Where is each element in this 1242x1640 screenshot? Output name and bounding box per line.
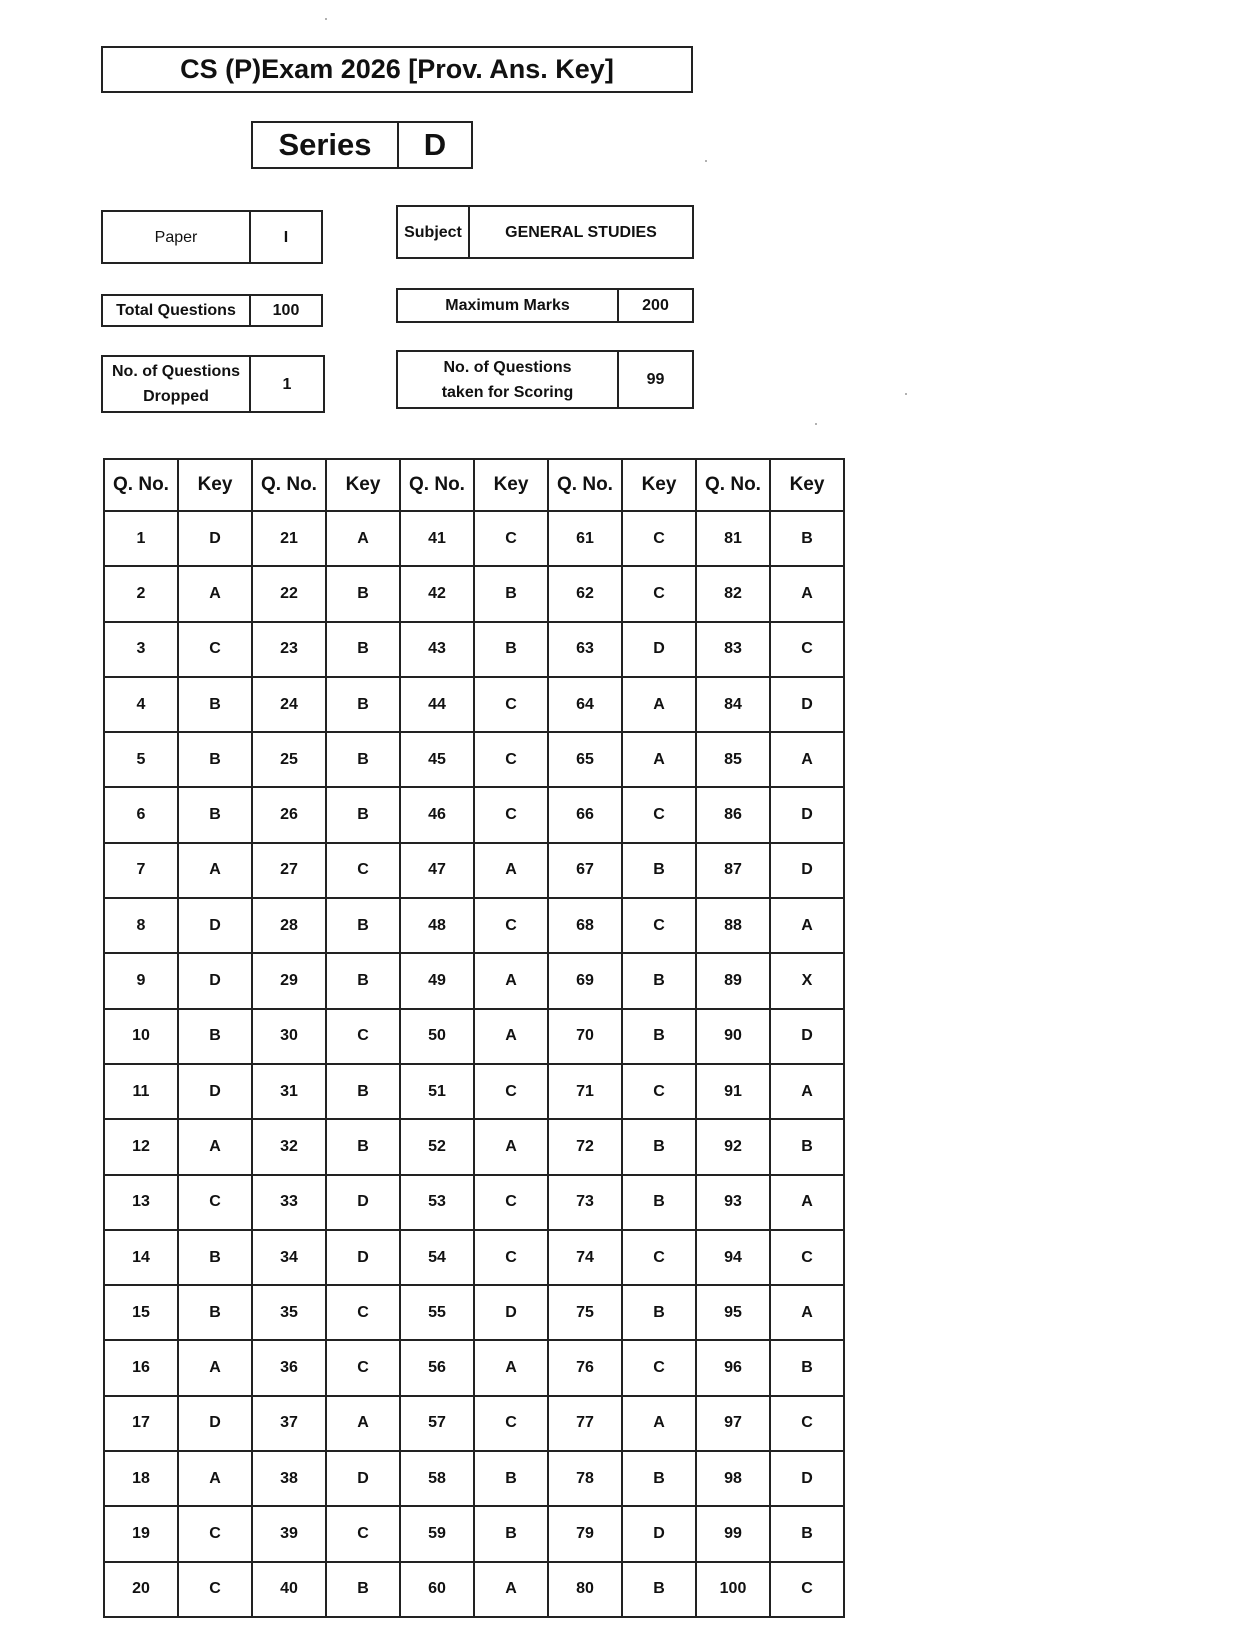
answer-key-cell: B <box>622 843 696 898</box>
question-number-cell: 72 <box>548 1119 622 1174</box>
question-number-cell: 22 <box>252 566 326 621</box>
answer-key-cell: B <box>178 732 252 787</box>
question-number-cell: 80 <box>548 1562 622 1617</box>
answer-key-cell: B <box>326 677 400 732</box>
question-number-cell: 38 <box>252 1451 326 1506</box>
question-number-cell: 81 <box>696 511 770 566</box>
answer-key-cell: D <box>178 511 252 566</box>
answer-key-cell: B <box>326 1119 400 1174</box>
question-number-cell: 42 <box>400 566 474 621</box>
answer-key-cell: B <box>474 566 548 621</box>
paper-value: I <box>283 228 289 246</box>
question-number-cell: 54 <box>400 1230 474 1285</box>
answer-key-cell: D <box>770 843 844 898</box>
answer-key-cell: C <box>474 732 548 787</box>
question-number-cell: 79 <box>548 1506 622 1561</box>
total-questions-value: 100 <box>272 302 300 319</box>
answer-key-cell: D <box>326 1175 400 1230</box>
questions-dropped-label-line1: No. of Questions <box>112 363 240 380</box>
answer-key-cell: C <box>622 1230 696 1285</box>
scan-speck <box>905 393 907 395</box>
table-row <box>104 1230 844 1285</box>
question-number-cell: 8 <box>104 898 178 953</box>
question-number-cell: 10 <box>104 1009 178 1064</box>
header-qno: Q. No. <box>548 459 622 511</box>
table-row <box>104 732 844 787</box>
question-number-cell: 47 <box>400 843 474 898</box>
question-number-cell: 68 <box>548 898 622 953</box>
answer-key-cell: A <box>178 1340 252 1395</box>
answer-key-cell: C <box>326 843 400 898</box>
paper-label: Paper <box>103 212 251 262</box>
answer-key-cell: B <box>622 1009 696 1064</box>
table-row <box>104 1175 844 1230</box>
answer-key-cell: D <box>178 1396 252 1451</box>
question-number-cell: 1 <box>104 511 178 566</box>
answer-key-cell: B <box>474 622 548 677</box>
answer-key-cell: B <box>178 677 252 732</box>
question-number-cell: 55 <box>400 1285 474 1340</box>
answer-key-cell: C <box>474 1230 548 1285</box>
answer-key-cell: A <box>770 732 844 787</box>
question-number-cell: 96 <box>696 1340 770 1395</box>
answer-key-cell: C <box>178 622 252 677</box>
question-number-cell: 4 <box>104 677 178 732</box>
question-number-cell: 18 <box>104 1451 178 1506</box>
question-number-cell: 23 <box>252 622 326 677</box>
series-box <box>251 121 473 169</box>
answer-key-cell: X <box>770 953 844 1008</box>
scan-speck <box>705 160 707 162</box>
question-number-cell: 60 <box>400 1562 474 1617</box>
answer-key-cell: D <box>770 1451 844 1506</box>
question-number-cell: 37 <box>252 1396 326 1451</box>
answer-key-cell: A <box>622 732 696 787</box>
header-key: Key <box>622 459 696 511</box>
total-questions-box <box>101 294 323 327</box>
answer-key-cell: D <box>474 1285 548 1340</box>
answer-key-cell: A <box>326 1396 400 1451</box>
answer-key-cell: D <box>178 1064 252 1119</box>
question-number-cell: 5 <box>104 732 178 787</box>
header-key: Key <box>326 459 400 511</box>
question-number-cell: 59 <box>400 1506 474 1561</box>
question-number-cell: 15 <box>104 1285 178 1340</box>
question-number-cell: 46 <box>400 787 474 842</box>
questions-scored-label <box>398 352 619 407</box>
table-row <box>104 1396 844 1451</box>
question-number-cell: 56 <box>400 1340 474 1395</box>
answer-key-cell: B <box>622 1562 696 1617</box>
answer-key-cell: C <box>326 1340 400 1395</box>
question-number-cell: 78 <box>548 1451 622 1506</box>
question-number-cell: 35 <box>252 1285 326 1340</box>
answer-key-cell: B <box>622 1119 696 1174</box>
question-number-cell: 67 <box>548 843 622 898</box>
answer-key-cell: A <box>770 566 844 621</box>
answer-key-cell: A <box>326 511 400 566</box>
answer-key-cell: A <box>770 1064 844 1119</box>
table-row <box>104 843 844 898</box>
answer-key-cell: B <box>474 1451 548 1506</box>
question-number-cell: 26 <box>252 787 326 842</box>
answer-key-cell: A <box>622 1396 696 1451</box>
question-number-cell: 64 <box>548 677 622 732</box>
maximum-marks-box <box>396 288 694 323</box>
questions-scored-label-line1: No. of Questions <box>443 358 572 376</box>
question-number-cell: 48 <box>400 898 474 953</box>
total-questions-label: Total Questions <box>103 296 251 325</box>
questions-dropped-value: 1 <box>282 375 292 393</box>
answer-key-cell: A <box>474 1009 548 1064</box>
answer-key-cell: B <box>178 1230 252 1285</box>
question-number-cell: 30 <box>252 1009 326 1064</box>
question-number-cell: 41 <box>400 511 474 566</box>
title-box <box>101 46 693 93</box>
table-row <box>104 1119 844 1174</box>
questions-dropped-label <box>103 357 251 411</box>
answer-key-cell: A <box>474 1562 548 1617</box>
answer-key-cell: C <box>326 1506 400 1561</box>
question-number-cell: 95 <box>696 1285 770 1340</box>
answer-key-cell: B <box>622 1175 696 1230</box>
answer-key-cell: C <box>474 1064 548 1119</box>
question-number-cell: 49 <box>400 953 474 1008</box>
answer-key-cell: B <box>326 953 400 1008</box>
question-number-cell: 12 <box>104 1119 178 1174</box>
question-number-cell: 66 <box>548 787 622 842</box>
paper-box <box>101 210 323 264</box>
question-number-cell: 87 <box>696 843 770 898</box>
answer-key-cell: C <box>770 1396 844 1451</box>
table-row <box>104 1340 844 1395</box>
question-number-cell: 71 <box>548 1064 622 1119</box>
question-number-cell: 6 <box>104 787 178 842</box>
question-number-cell: 70 <box>548 1009 622 1064</box>
answer-key-table <box>103 458 845 1618</box>
answer-key-cell: D <box>622 622 696 677</box>
question-number-cell: 14 <box>104 1230 178 1285</box>
question-number-cell: 51 <box>400 1064 474 1119</box>
question-number-cell: 28 <box>252 898 326 953</box>
answer-key-cell: D <box>770 1009 844 1064</box>
answer-key-cell: B <box>178 1285 252 1340</box>
question-number-cell: 90 <box>696 1009 770 1064</box>
question-number-cell: 100 <box>696 1562 770 1617</box>
answer-key-cell: C <box>770 1562 844 1617</box>
question-number-cell: 83 <box>696 622 770 677</box>
question-number-cell: 7 <box>104 843 178 898</box>
question-number-cell: 24 <box>252 677 326 732</box>
subject-value: GENERAL STUDIES <box>505 223 657 241</box>
question-number-cell: 74 <box>548 1230 622 1285</box>
answer-key-cell: C <box>474 787 548 842</box>
question-number-cell: 92 <box>696 1119 770 1174</box>
table-row <box>104 566 844 621</box>
question-number-cell: 32 <box>252 1119 326 1174</box>
answer-key-cell: B <box>770 511 844 566</box>
question-number-cell: 20 <box>104 1562 178 1617</box>
question-number-cell: 2 <box>104 566 178 621</box>
series-label: Series <box>253 123 399 167</box>
answer-key-cell: C <box>326 1285 400 1340</box>
table-row <box>104 1285 844 1340</box>
question-number-cell: 43 <box>400 622 474 677</box>
header-qno: Q. No. <box>104 459 178 511</box>
answer-key-cell: B <box>474 1506 548 1561</box>
answer-key-cell: B <box>770 1506 844 1561</box>
questions-scored-label-line2: taken for Scoring <box>441 383 574 401</box>
answer-key-cell: D <box>770 787 844 842</box>
answer-key-cell: C <box>622 566 696 621</box>
question-number-cell: 19 <box>104 1506 178 1561</box>
answer-key-cell: A <box>770 898 844 953</box>
question-number-cell: 50 <box>400 1009 474 1064</box>
series-value: D <box>423 127 447 162</box>
question-number-cell: 9 <box>104 953 178 1008</box>
questions-dropped-box <box>101 355 325 413</box>
question-number-cell: 65 <box>548 732 622 787</box>
question-number-cell: 82 <box>696 566 770 621</box>
table-row <box>104 677 844 732</box>
answer-key-cell: C <box>326 1009 400 1064</box>
question-number-cell: 3 <box>104 622 178 677</box>
answer-key-cell: D <box>326 1451 400 1506</box>
question-number-cell: 62 <box>548 566 622 621</box>
question-number-cell: 93 <box>696 1175 770 1230</box>
table-row <box>104 1506 844 1561</box>
maximum-marks-label: Maximum Marks <box>398 290 619 321</box>
header-qno: Q. No. <box>252 459 326 511</box>
header-key: Key <box>178 459 252 511</box>
table-row <box>104 622 844 677</box>
header-key: Key <box>770 459 844 511</box>
answer-key-cell: B <box>178 787 252 842</box>
table-row <box>104 1064 844 1119</box>
answer-key-cell: B <box>770 1340 844 1395</box>
answer-key-cell: C <box>178 1175 252 1230</box>
answer-key-cell: A <box>474 953 548 1008</box>
question-number-cell: 75 <box>548 1285 622 1340</box>
question-number-cell: 89 <box>696 953 770 1008</box>
question-number-cell: 33 <box>252 1175 326 1230</box>
question-number-cell: 21 <box>252 511 326 566</box>
question-number-cell: 25 <box>252 732 326 787</box>
question-number-cell: 63 <box>548 622 622 677</box>
question-number-cell: 40 <box>252 1562 326 1617</box>
scan-speck <box>325 18 327 20</box>
answer-key-cell: C <box>474 1396 548 1451</box>
answer-key-cell: C <box>770 622 844 677</box>
answer-key-header-row <box>104 459 844 511</box>
answer-key-cell: B <box>178 1009 252 1064</box>
answer-key-cell: B <box>770 1119 844 1174</box>
question-number-cell: 57 <box>400 1396 474 1451</box>
question-number-cell: 45 <box>400 732 474 787</box>
question-number-cell: 99 <box>696 1506 770 1561</box>
answer-key-cell: C <box>622 511 696 566</box>
answer-key-cell: B <box>622 1451 696 1506</box>
question-number-cell: 17 <box>104 1396 178 1451</box>
answer-key-cell: B <box>326 1562 400 1617</box>
answer-key-cell: D <box>326 1230 400 1285</box>
scan-speck <box>815 423 817 425</box>
answer-key-cell: C <box>474 1175 548 1230</box>
question-number-cell: 44 <box>400 677 474 732</box>
answer-key-cell: C <box>622 898 696 953</box>
question-number-cell: 39 <box>252 1506 326 1561</box>
answer-key-cell: A <box>770 1175 844 1230</box>
question-number-cell: 98 <box>696 1451 770 1506</box>
question-number-cell: 91 <box>696 1064 770 1119</box>
table-row <box>104 1562 844 1617</box>
question-number-cell: 29 <box>252 953 326 1008</box>
answer-key-cell: B <box>326 732 400 787</box>
table-row <box>104 511 844 566</box>
answer-key-cell: D <box>622 1506 696 1561</box>
question-number-cell: 77 <box>548 1396 622 1451</box>
answer-key-cell: A <box>178 1451 252 1506</box>
answer-key-cell: D <box>770 677 844 732</box>
answer-key-cell: A <box>178 566 252 621</box>
question-number-cell: 53 <box>400 1175 474 1230</box>
answer-key-cell: B <box>622 953 696 1008</box>
table-row <box>104 1009 844 1064</box>
question-number-cell: 69 <box>548 953 622 1008</box>
answer-key-cell: A <box>770 1285 844 1340</box>
table-row <box>104 787 844 842</box>
subject-label: Subject <box>398 207 470 257</box>
question-number-cell: 86 <box>696 787 770 842</box>
question-number-cell: 73 <box>548 1175 622 1230</box>
question-number-cell: 85 <box>696 732 770 787</box>
header-qno: Q. No. <box>696 459 770 511</box>
question-number-cell: 16 <box>104 1340 178 1395</box>
question-number-cell: 58 <box>400 1451 474 1506</box>
answer-key-cell: A <box>474 1340 548 1395</box>
table-row <box>104 898 844 953</box>
answer-key-cell: A <box>474 1119 548 1174</box>
question-number-cell: 52 <box>400 1119 474 1174</box>
answer-key-cell: D <box>178 953 252 1008</box>
answer-key-cell: B <box>326 622 400 677</box>
question-number-cell: 97 <box>696 1396 770 1451</box>
question-number-cell: 94 <box>696 1230 770 1285</box>
questions-scored-value: 99 <box>646 371 665 388</box>
answer-key-cell: C <box>770 1230 844 1285</box>
questions-dropped-label-line2: Dropped <box>143 388 209 405</box>
answer-key-cell: A <box>474 843 548 898</box>
answer-key-cell: A <box>178 843 252 898</box>
answer-key-cell: C <box>622 1064 696 1119</box>
answer-key-cell: B <box>326 566 400 621</box>
question-number-cell: 13 <box>104 1175 178 1230</box>
question-number-cell: 27 <box>252 843 326 898</box>
answer-key-cell: A <box>622 677 696 732</box>
answer-key-cell: C <box>622 1340 696 1395</box>
question-number-cell: 34 <box>252 1230 326 1285</box>
answer-key-cell: C <box>474 511 548 566</box>
answer-key-cell: C <box>474 898 548 953</box>
answer-key-cell: C <box>622 787 696 842</box>
question-number-cell: 84 <box>696 677 770 732</box>
table-row <box>104 1451 844 1506</box>
answer-key-cell: C <box>178 1562 252 1617</box>
header-qno: Q. No. <box>400 459 474 511</box>
answer-key-cell: C <box>474 677 548 732</box>
page-title: CS (P)Exam 2026 [Prov. Ans. Key] <box>180 54 614 84</box>
subject-box <box>396 205 694 259</box>
header-key: Key <box>474 459 548 511</box>
answer-key-cell: B <box>326 1064 400 1119</box>
question-number-cell: 76 <box>548 1340 622 1395</box>
answer-key-cell: B <box>326 787 400 842</box>
answer-key-cell: D <box>178 898 252 953</box>
question-number-cell: 31 <box>252 1064 326 1119</box>
answer-key-cell: A <box>178 1119 252 1174</box>
question-number-cell: 36 <box>252 1340 326 1395</box>
answer-key-body <box>104 511 844 1617</box>
answer-key-cell: B <box>326 898 400 953</box>
question-number-cell: 88 <box>696 898 770 953</box>
answer-key-cell: B <box>622 1285 696 1340</box>
maximum-marks-value: 200 <box>642 297 669 314</box>
questions-scored-box <box>396 350 694 409</box>
question-number-cell: 11 <box>104 1064 178 1119</box>
question-number-cell: 61 <box>548 511 622 566</box>
table-row <box>104 953 844 1008</box>
answer-key-cell: C <box>178 1506 252 1561</box>
